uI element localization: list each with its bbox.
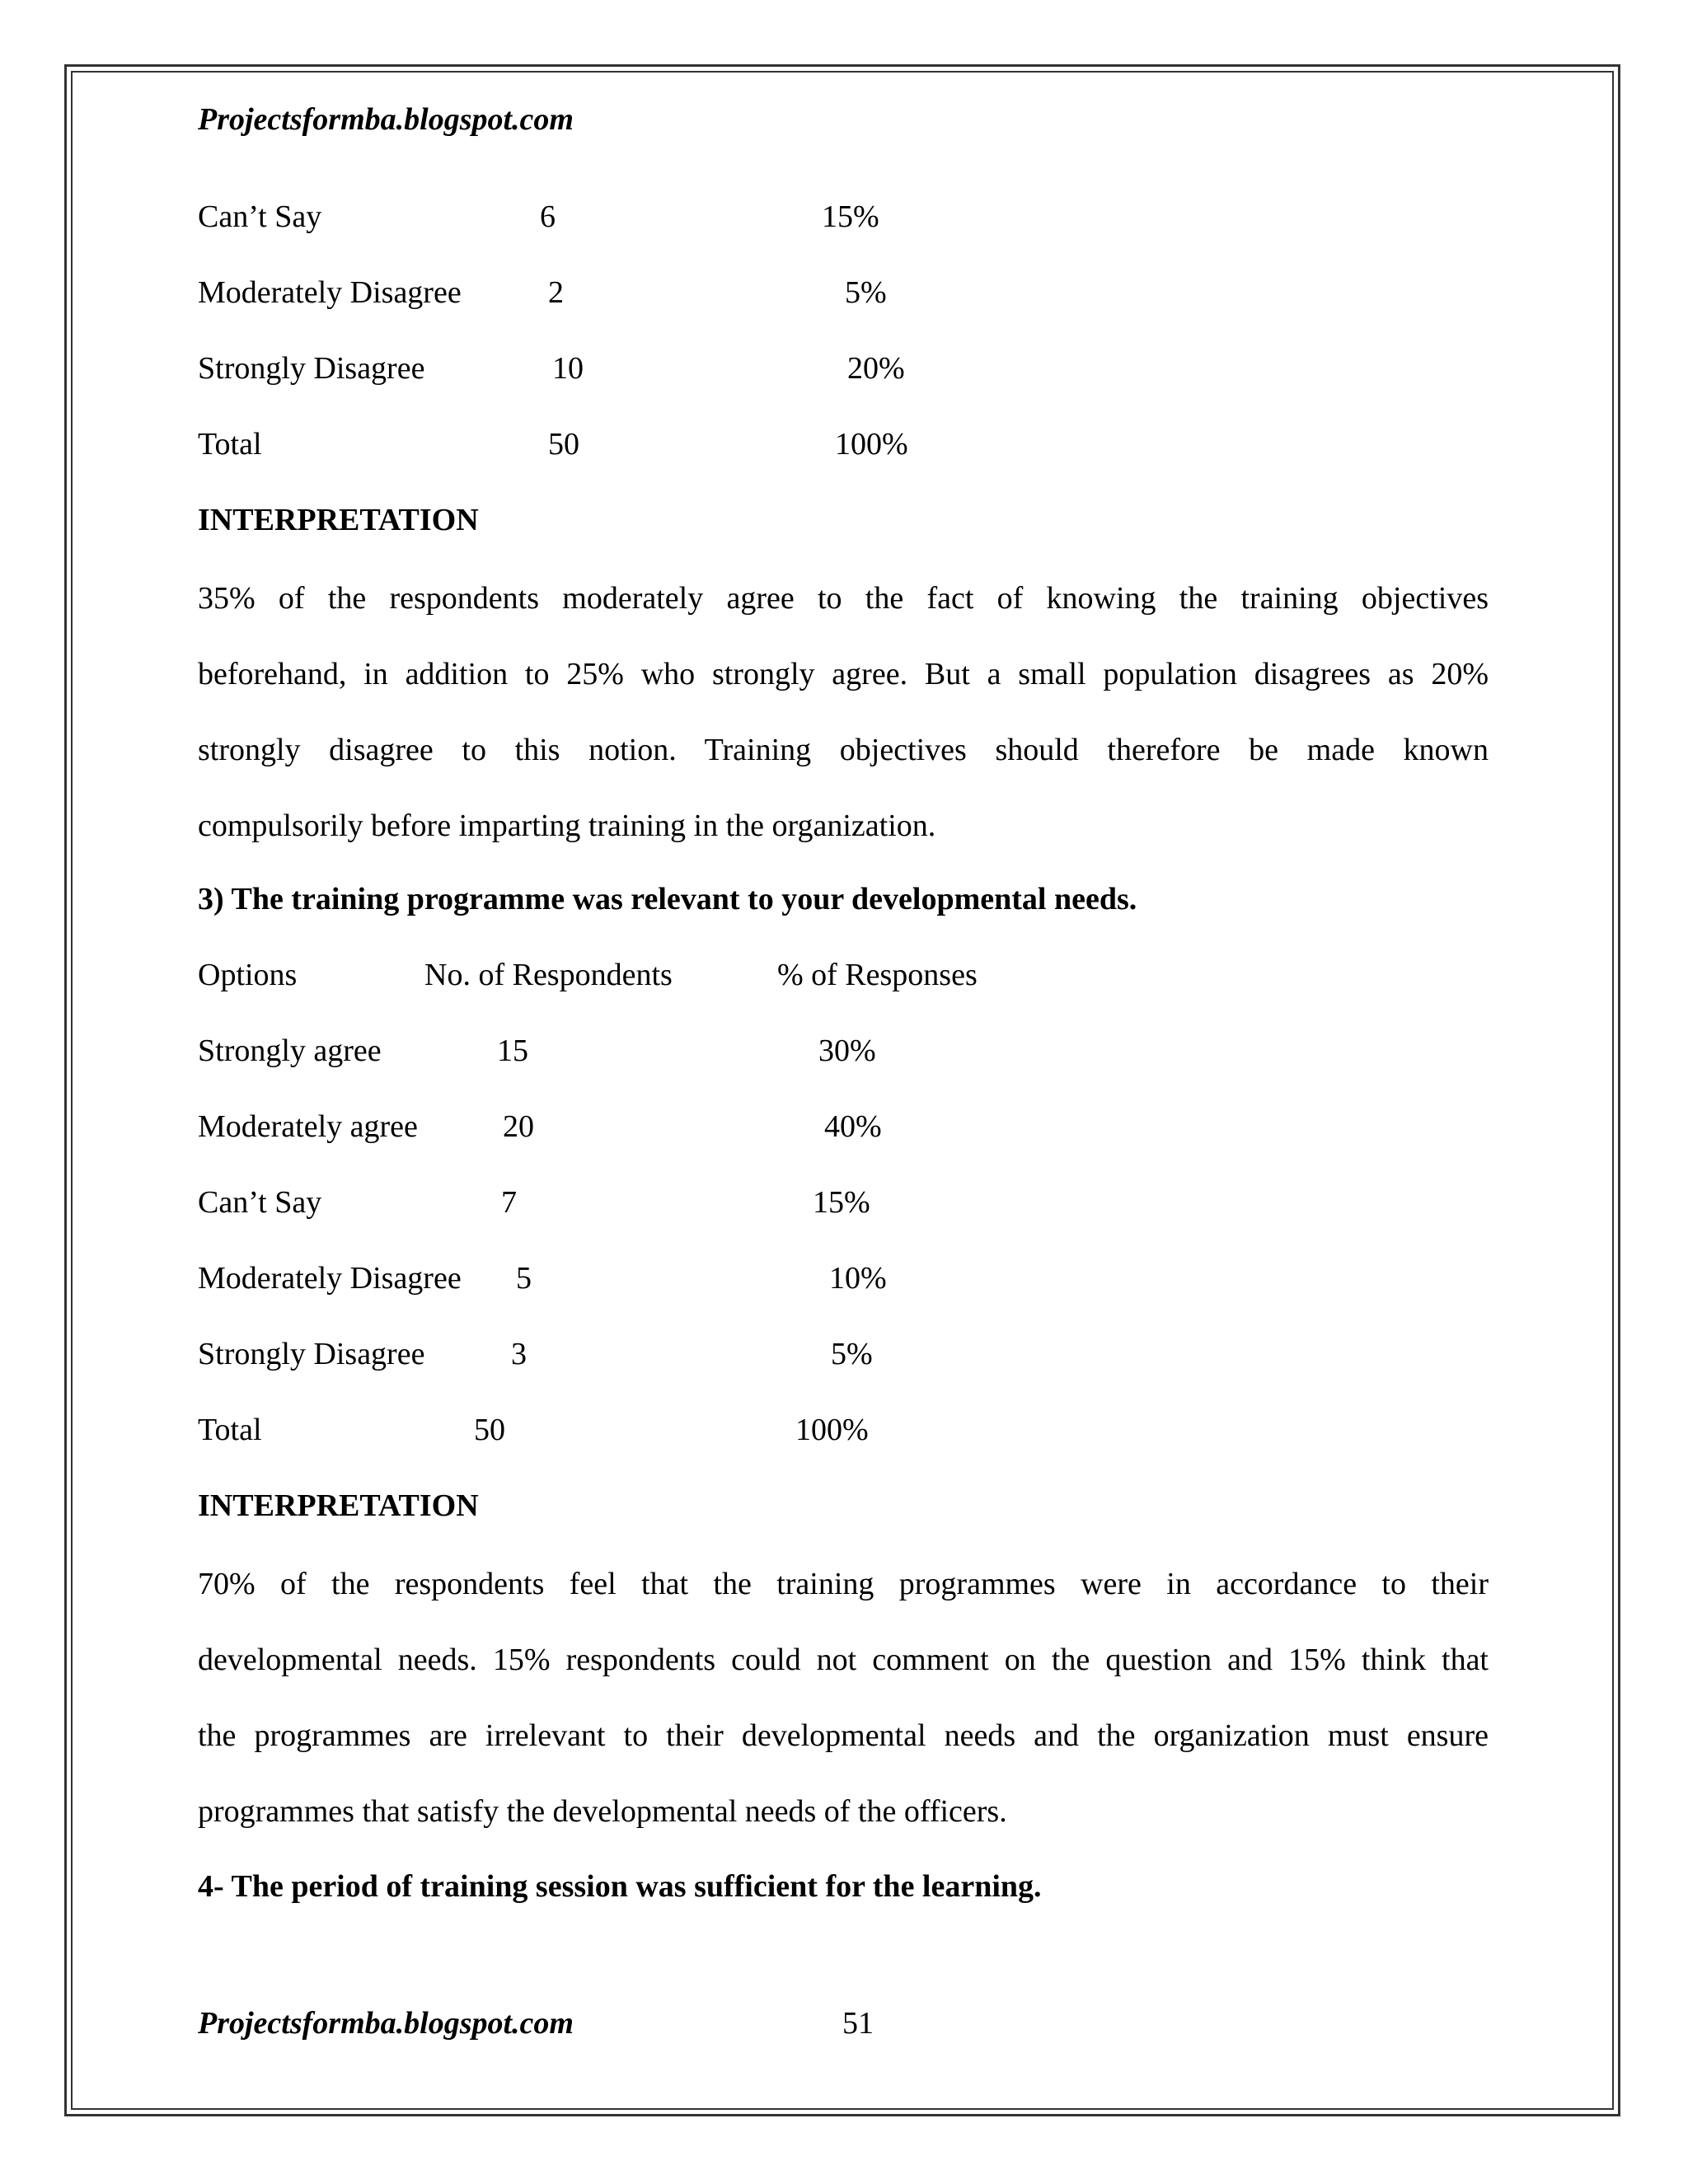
table-row-option: Strongly agree	[198, 1033, 382, 1068]
table1-row-option: Total	[198, 427, 262, 462]
table1-row-percent: 5%	[845, 275, 887, 310]
table1-row-percent: 20%	[847, 351, 905, 386]
table1-row-option: Moderately Disagree	[198, 275, 462, 310]
header-site: Projectsformba.blogspot.com	[198, 102, 574, 137]
paragraph-line: programmes that satisfy the developmental needs of the officers.	[198, 1794, 1007, 1829]
paragraph-line: 70% of the respondents feel that the training programmes were in accordance to their	[198, 1567, 1489, 1601]
interpretation-heading: INTERPRETATION	[198, 1488, 479, 1523]
table-row-percent: 5%	[831, 1337, 873, 1371]
column-header-respondents: No. of Respondents	[424, 958, 673, 992]
paragraph-line: beforehand, in addition to 25% who strongly agree. But a small population disagrees as 20%	[198, 657, 1489, 691]
table-row-option: Can’t Say	[198, 1185, 322, 1220]
table-row-count: 7	[501, 1185, 517, 1220]
question-title: 3) The training programme was relevant to your developmental needs.	[198, 882, 1137, 916]
interpretation-heading: INTERPRETATION	[198, 503, 479, 537]
table-row-percent: 100%	[795, 1413, 869, 1447]
column-header-responses: % of Responses	[777, 958, 978, 992]
table-row-count: 15	[497, 1033, 528, 1068]
paragraph-line: the programmes are irrelevant to their developmental needs and the organization must ensure	[198, 1718, 1489, 1753]
table-row-percent: 10%	[829, 1261, 887, 1296]
table-row-percent: 40%	[824, 1109, 882, 1144]
footer-site: Projectsformba.blogspot.com	[198, 2006, 574, 2041]
paragraph-line: developmental needs. 15% respondents could not comment on the question and 15% think that	[198, 1643, 1489, 1677]
table-row-count: 5	[516, 1261, 532, 1296]
table-row-option: Total	[198, 1413, 262, 1447]
question-title: 4- The period of training session was sufficient for the learning.	[198, 1869, 1042, 1904]
table-row-option: Moderately agree	[198, 1109, 418, 1144]
paragraph-line: compulsorily before imparting training in the organization.	[198, 808, 936, 843]
table-row-percent: 15%	[813, 1185, 870, 1220]
table1-row-count: 2	[548, 275, 564, 310]
table-row-count: 20	[503, 1109, 534, 1144]
table1-row-count: 6	[540, 199, 556, 234]
table-row-count: 3	[511, 1337, 527, 1371]
table1-row-percent: 100%	[835, 427, 908, 462]
paragraph-line: 35% of the respondents moderately agree to the fact of knowing the training objectives	[198, 581, 1489, 616]
table1-row-count: 10	[552, 351, 584, 386]
table-row-option: Moderately Disagree	[198, 1261, 462, 1296]
table1-row-percent: 15%	[822, 199, 879, 234]
table-row-percent: 30%	[818, 1033, 876, 1068]
interpretation-paragraph	[198, 560, 1489, 864]
table-row-option: Strongly Disagree	[198, 1337, 425, 1371]
column-header-options: Options	[198, 958, 298, 992]
paragraph-line: strongly disagree to this notion. Training objectives should therefore be made known	[198, 733, 1489, 767]
table-row-count: 50	[474, 1413, 505, 1447]
table1-row-option: Can’t Say	[198, 199, 322, 234]
page-number: 51	[842, 2006, 874, 2041]
table1-row-option: Strongly Disagree	[198, 351, 425, 386]
table1-row-count: 50	[548, 427, 579, 462]
interpretation-paragraph	[198, 1546, 1489, 1849]
